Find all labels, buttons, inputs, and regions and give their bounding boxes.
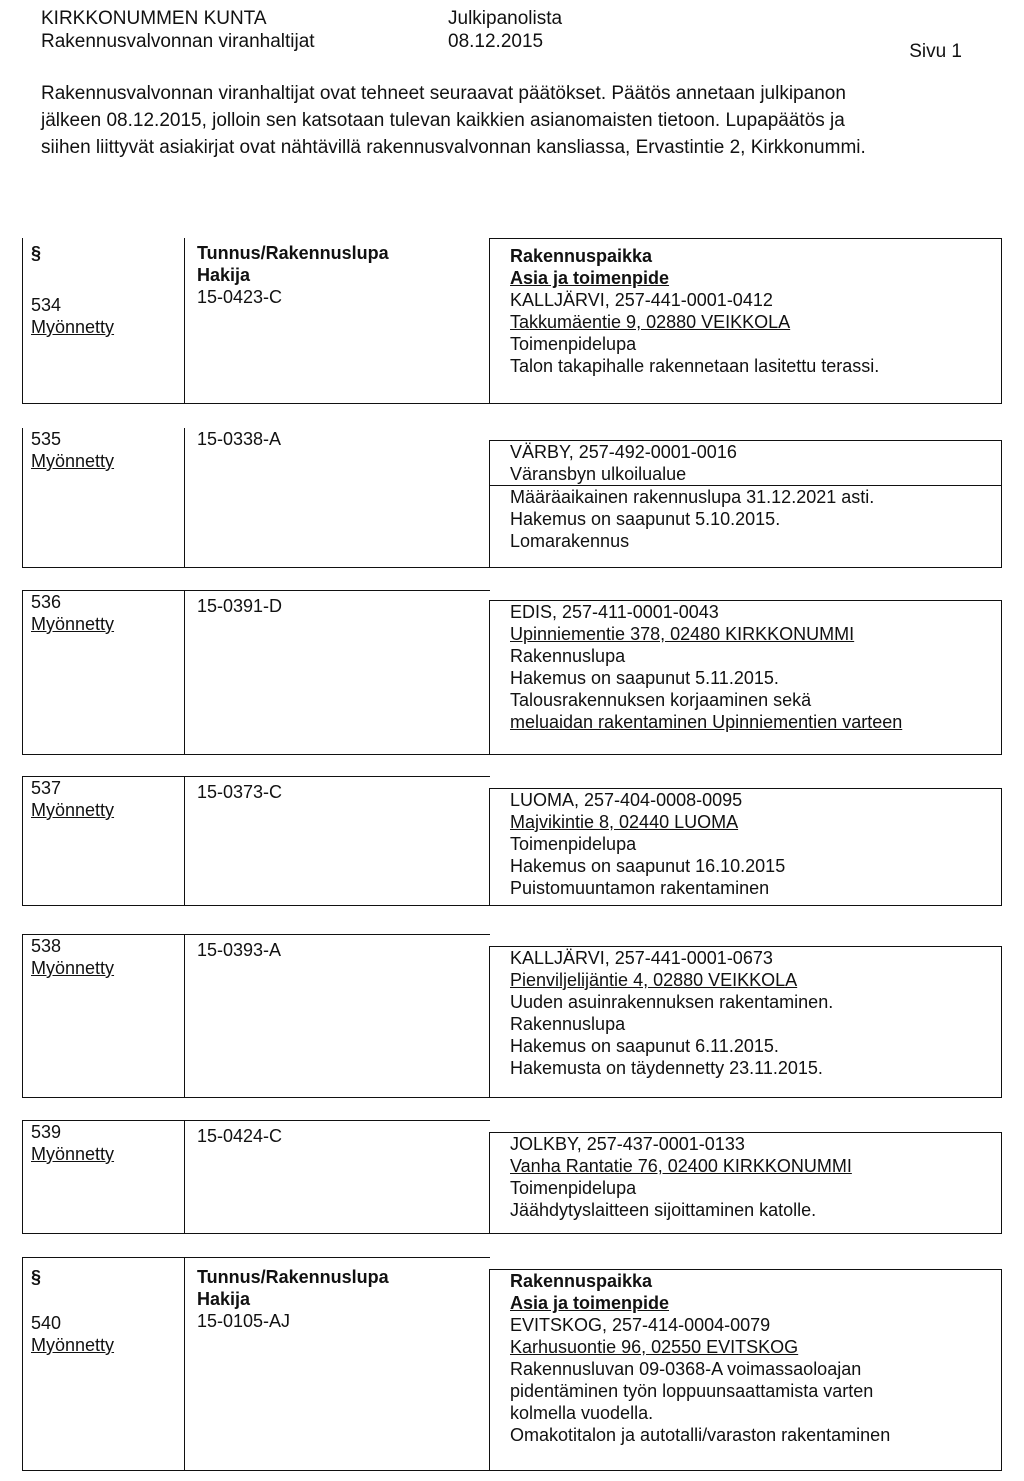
property-address: Karhusuontie 96, 02550 EVITSKOG [510, 1337, 799, 1357]
detail-line: Hakemus on saapunut 6.11.2015. [510, 1036, 779, 1056]
detail-line: Lomarakennus [510, 531, 630, 551]
permit-id: 15-0424-C [197, 1126, 283, 1146]
decision-number: 534 [31, 295, 62, 315]
detail-line: Rakennuslupa [510, 646, 626, 666]
property-id: KALLJÄRVI, 257-441-0001-0673 [510, 948, 773, 968]
detail-line: Toimenpidelupa [510, 834, 637, 854]
detail-line: Puistomuuntamon rakentaminen [510, 878, 770, 898]
location-cell [489, 440, 1002, 568]
intro-line: siihen liittyvät asiakirjat ovat nähtävillä rakennusvalvonnan kansliassa, Ervastintie 2, Kirkkonummi. [41, 137, 866, 158]
permit-id: 15-0423-C [197, 287, 283, 307]
detail-line: Toimenpidelupa [510, 334, 637, 354]
document-header-left [41, 7, 315, 53]
intro-line: Rakennusvalvonnan viranhaltijat ovat tehneet seuraavat päätökset. Päätös annetaan julkipanon [41, 83, 846, 104]
document-date: 08.12.2015 [448, 31, 544, 52]
detail-line: Talon takapihalle rakennetaan lasitettu terassi. [510, 356, 880, 376]
intro-paragraph [41, 80, 1001, 161]
column-header-location: Rakennuspaikka [510, 1271, 653, 1291]
section-cell [22, 934, 185, 1098]
detail-line: meluaidan rakentaminen Upinniementien varteen [510, 712, 903, 732]
property-id: JOLKBY, 257-437-0001-0133 [510, 1134, 745, 1154]
decision-number: 536 [31, 592, 62, 612]
decision-number: 538 [31, 936, 62, 956]
location-cell [489, 946, 1002, 1098]
section-cell [22, 238, 185, 404]
section-cell [22, 776, 185, 906]
column-header-permit: Tunnus/Rakennuslupa [197, 243, 389, 263]
municipality-name: KIRKKONUMMEN KUNTA [41, 8, 267, 29]
location-cell [489, 1269, 1002, 1471]
section-cell [22, 1120, 185, 1234]
location-cell [489, 1132, 1002, 1234]
permit-id: 15-0338-A [197, 429, 282, 449]
detail-line: Toimenpidelupa [510, 1178, 637, 1198]
permit-cell [184, 934, 490, 1098]
page-number: Sivu 1 [909, 41, 962, 62]
detail-line: Uuden asuinrakennuksen rakentaminen. [510, 992, 834, 1012]
property-address: Upinniementie 378, 02480 KIRKKONUMMI [510, 624, 855, 644]
document-type: Julkipanolista [448, 8, 563, 29]
decision-status: Myönnetty [31, 800, 115, 820]
property-id: LUOMA, 257-404-0008-0095 [510, 790, 743, 810]
detail-line: Hakemusta on täydennetty 23.11.2015. [510, 1058, 823, 1078]
detail-line: Hakemus on saapunut 5.10.2015. [510, 509, 781, 529]
property-address: Väransbyn ulkoilualue [510, 464, 687, 484]
property-address: Vanha Rantatie 76, 02400 KIRKKONUMMI [510, 1156, 852, 1176]
permit-id: 15-0393-A [197, 940, 282, 960]
decision-record [22, 590, 1002, 755]
permit-cell [184, 1120, 490, 1234]
column-header-permit: Tunnus/Rakennuslupa [197, 1267, 389, 1287]
property-id: KALLJÄRVI, 257-441-0001-0412 [510, 290, 773, 310]
detail-line: Määräaikainen rakennuslupa 31.12.2021 asti. [510, 487, 875, 507]
decision-status: Myönnetty [31, 1144, 115, 1164]
location-cell [489, 238, 1002, 404]
decision-record [22, 1257, 1002, 1471]
decision-record [22, 934, 1002, 1098]
decision-number: 535 [31, 429, 62, 449]
document-header-middle [448, 7, 562, 53]
decision-status: Myönnetty [31, 1335, 115, 1355]
property-id: EDIS, 257-411-0001-0043 [510, 602, 719, 622]
detail-line: Rakennusluvan 09-0368-A voimassaoloajan [510, 1359, 862, 1379]
permit-cell [184, 1257, 490, 1471]
detail-line: Omakotitalon ja autotalli/varaston rakentaminen [510, 1425, 891, 1445]
detail-line: Talousrakennuksen korjaaminen sekä [510, 690, 812, 710]
property-id: EVITSKOG, 257-414-0004-0079 [510, 1315, 771, 1335]
property-address: Takkumäentie 9, 02880 VEIKKOLA [510, 312, 791, 332]
section-symbol-header: § [31, 1267, 42, 1287]
detail-line: Hakemus on saapunut 5.11.2015. [510, 668, 779, 688]
decision-record [22, 776, 1002, 906]
column-header-applicant: Hakija [197, 265, 251, 285]
permit-cell [184, 428, 490, 568]
decision-record [22, 238, 1002, 404]
decision-number: 539 [31, 1122, 62, 1142]
section-symbol-header: § [31, 243, 42, 263]
decision-status: Myönnetty [31, 958, 115, 978]
decision-number: 537 [31, 778, 62, 798]
location-cell [489, 788, 1002, 906]
section-cell [22, 590, 185, 755]
detail-line: pidentäminen työn loppuunsaattamista varten [510, 1381, 874, 1401]
section-cell [22, 1257, 185, 1471]
decision-status: Myönnetty [31, 614, 115, 634]
section-cell [22, 428, 185, 568]
intro-line: jälkeen 08.12.2015, jolloin sen katsotaan tulevan kaikkien asianomaisten tietoon. Lupapäätös ja [41, 110, 845, 131]
permit-id: 15-0391-D [197, 596, 283, 616]
detail-line: Jäähdytyslaitteen sijoittaminen katolle. [510, 1200, 817, 1220]
column-header-applicant: Hakija [197, 1289, 251, 1309]
column-header-action: Asia ja toimenpide [510, 268, 670, 288]
decision-number: 540 [31, 1313, 62, 1333]
permit-id: 15-0373-C [197, 782, 283, 802]
column-header-action: Asia ja toimenpide [510, 1293, 670, 1313]
detail-line: Rakennuslupa [510, 1014, 626, 1034]
permit-id: 15-0105-AJ [197, 1311, 291, 1331]
decision-status: Myönnetty [31, 317, 115, 337]
column-header-location: Rakennuspaikka [510, 246, 653, 266]
permit-cell [184, 238, 490, 404]
decision-status: Myönnetty [31, 451, 115, 471]
permit-cell [184, 776, 490, 906]
location-cell [489, 600, 1002, 755]
property-address: Pienviljelijäntie 4, 02880 VEIKKOLA [510, 970, 798, 990]
detail-line: kolmella vuodella. [510, 1403, 654, 1423]
permit-cell [184, 590, 490, 755]
decision-record [22, 1120, 1002, 1234]
detail-line: Hakemus on saapunut 16.10.2015 [510, 856, 786, 876]
property-address: Majvikintie 8, 02440 LUOMA [510, 812, 739, 832]
decision-record [22, 428, 1002, 568]
department-name: Rakennusvalvonnan viranhaltijat [41, 31, 315, 52]
property-id: VÄRBY, 257-492-0001-0016 [510, 442, 737, 462]
